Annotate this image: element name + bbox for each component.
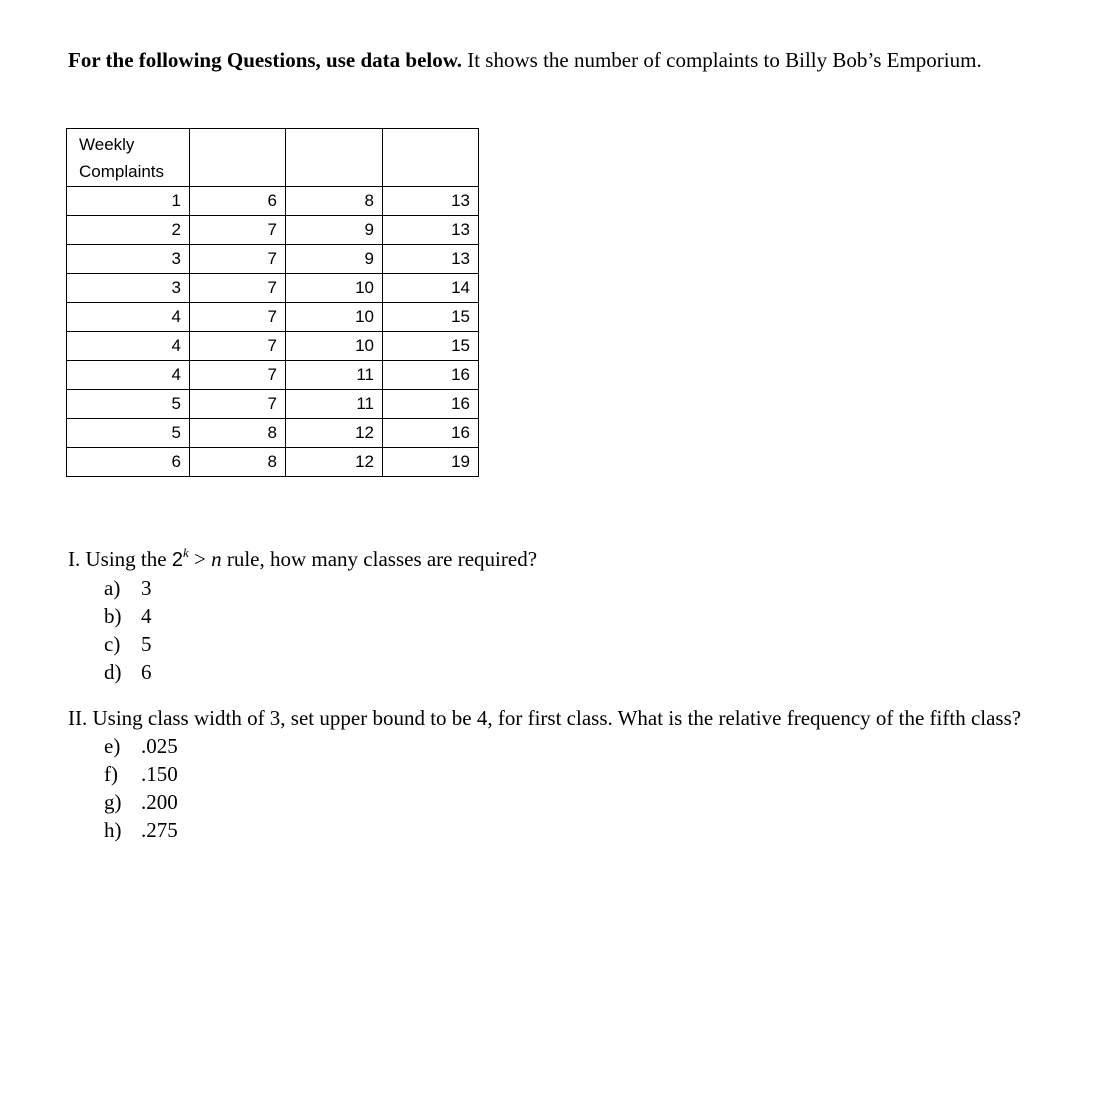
math-operator: > bbox=[188, 547, 212, 571]
table-cell: 15 bbox=[383, 303, 479, 332]
intro-paragraph bbox=[68, 46, 1048, 74]
table-cell: 9 bbox=[286, 245, 383, 274]
table-cell: 7 bbox=[190, 332, 286, 361]
table-cell: 4 bbox=[67, 361, 190, 390]
table-row bbox=[67, 303, 479, 332]
table-cell: 10 bbox=[286, 274, 383, 303]
table-cell: 7 bbox=[190, 361, 286, 390]
answer-choice bbox=[104, 602, 537, 630]
answer-choice bbox=[104, 630, 537, 658]
table-cell: 5 bbox=[67, 419, 190, 448]
table-cell: 13 bbox=[383, 245, 479, 274]
table-cell: 10 bbox=[286, 332, 383, 361]
math-base: 2 bbox=[171, 549, 183, 571]
table-cell: 7 bbox=[190, 274, 286, 303]
table-cell: 7 bbox=[190, 303, 286, 332]
table-cell: 6 bbox=[190, 187, 286, 216]
table-row bbox=[67, 390, 479, 419]
math-exponent: k bbox=[182, 545, 189, 560]
table-cell: 15 bbox=[383, 332, 479, 361]
table-cell: 3 bbox=[67, 274, 190, 303]
table-cell: 2 bbox=[67, 216, 190, 245]
choice-text: 3 bbox=[141, 576, 152, 600]
question-2-text: II. Using class width of 3, set upper bound to be 4, for first class. What is the relative frequency of the fifth class? bbox=[68, 706, 1022, 730]
table-row bbox=[67, 187, 479, 216]
choice-text: 4 bbox=[141, 604, 152, 628]
table-header-row bbox=[67, 129, 479, 187]
table-header-cell bbox=[383, 129, 479, 187]
table-cell: 16 bbox=[383, 361, 479, 390]
table-cell: 16 bbox=[383, 419, 479, 448]
choice-text: 6 bbox=[141, 660, 152, 684]
table-cell: 1 bbox=[67, 187, 190, 216]
table-cell: 9 bbox=[286, 216, 383, 245]
answer-choice bbox=[104, 816, 1028, 844]
choice-letter: h) bbox=[104, 818, 122, 842]
table-cell: 12 bbox=[286, 448, 383, 477]
choice-text: 5 bbox=[141, 632, 152, 656]
choice-text: .275 bbox=[141, 818, 178, 842]
question-1-prefix: I. Using the bbox=[68, 547, 172, 571]
choice-letter: g) bbox=[104, 790, 122, 814]
choice-letter: a) bbox=[104, 576, 121, 600]
answer-choice bbox=[104, 732, 1028, 760]
question-2 bbox=[68, 705, 1028, 844]
table-cell: 13 bbox=[383, 187, 479, 216]
table-cell: 8 bbox=[190, 419, 286, 448]
question-1-suffix: rule, how many classes are required? bbox=[221, 547, 538, 571]
table-cell: 10 bbox=[286, 303, 383, 332]
table-row bbox=[67, 274, 479, 303]
table-cell: 8 bbox=[190, 448, 286, 477]
question-1-text bbox=[68, 539, 537, 574]
answer-choice bbox=[104, 574, 537, 602]
table-row bbox=[67, 245, 479, 274]
table-cell: 11 bbox=[286, 361, 383, 390]
table-cell: 7 bbox=[190, 390, 286, 419]
table-cell: 6 bbox=[67, 448, 190, 477]
table-header-cell: Weekly Complaints bbox=[67, 129, 190, 187]
table-cell: 7 bbox=[190, 216, 286, 245]
table-cell: 4 bbox=[67, 332, 190, 361]
complaints-table bbox=[66, 128, 479, 477]
table-row bbox=[67, 361, 479, 390]
table-cell: 11 bbox=[286, 390, 383, 419]
table-row bbox=[67, 448, 479, 477]
choice-letter: b) bbox=[104, 604, 122, 628]
table-cell: 19 bbox=[383, 448, 479, 477]
question-1 bbox=[68, 539, 537, 686]
table-row bbox=[67, 332, 479, 361]
table-cell: 14 bbox=[383, 274, 479, 303]
table-cell: 5 bbox=[67, 390, 190, 419]
question-2-choices bbox=[68, 732, 1028, 844]
complaints-table-body bbox=[67, 129, 479, 477]
answer-choice bbox=[104, 788, 1028, 816]
intro-bold-text: For the following Questions, use data below. bbox=[68, 48, 462, 72]
table-cell: 4 bbox=[67, 303, 190, 332]
choice-text: .150 bbox=[141, 762, 178, 786]
table-row bbox=[67, 216, 479, 245]
table-cell: 12 bbox=[286, 419, 383, 448]
table-cell: 3 bbox=[67, 245, 190, 274]
choice-letter: c) bbox=[104, 632, 121, 656]
choice-letter: d) bbox=[104, 660, 122, 684]
question-1-choices bbox=[68, 574, 537, 686]
choice-text: .200 bbox=[141, 790, 178, 814]
table-header-cell bbox=[190, 129, 286, 187]
table-cell: 13 bbox=[383, 216, 479, 245]
table-row bbox=[67, 419, 479, 448]
choice-text: .025 bbox=[141, 734, 178, 758]
answer-choice bbox=[104, 658, 537, 686]
intro-text: It shows the number of complaints to Billy Bob’s Emporium. bbox=[461, 48, 982, 72]
table-cell: 8 bbox=[286, 187, 383, 216]
table-header-cell bbox=[286, 129, 383, 187]
answer-choice bbox=[104, 760, 1028, 788]
table-cell: 16 bbox=[383, 390, 479, 419]
choice-letter: e) bbox=[104, 734, 121, 758]
math-variable: n bbox=[211, 547, 222, 571]
choice-letter: f) bbox=[104, 762, 118, 786]
table-cell: 7 bbox=[190, 245, 286, 274]
